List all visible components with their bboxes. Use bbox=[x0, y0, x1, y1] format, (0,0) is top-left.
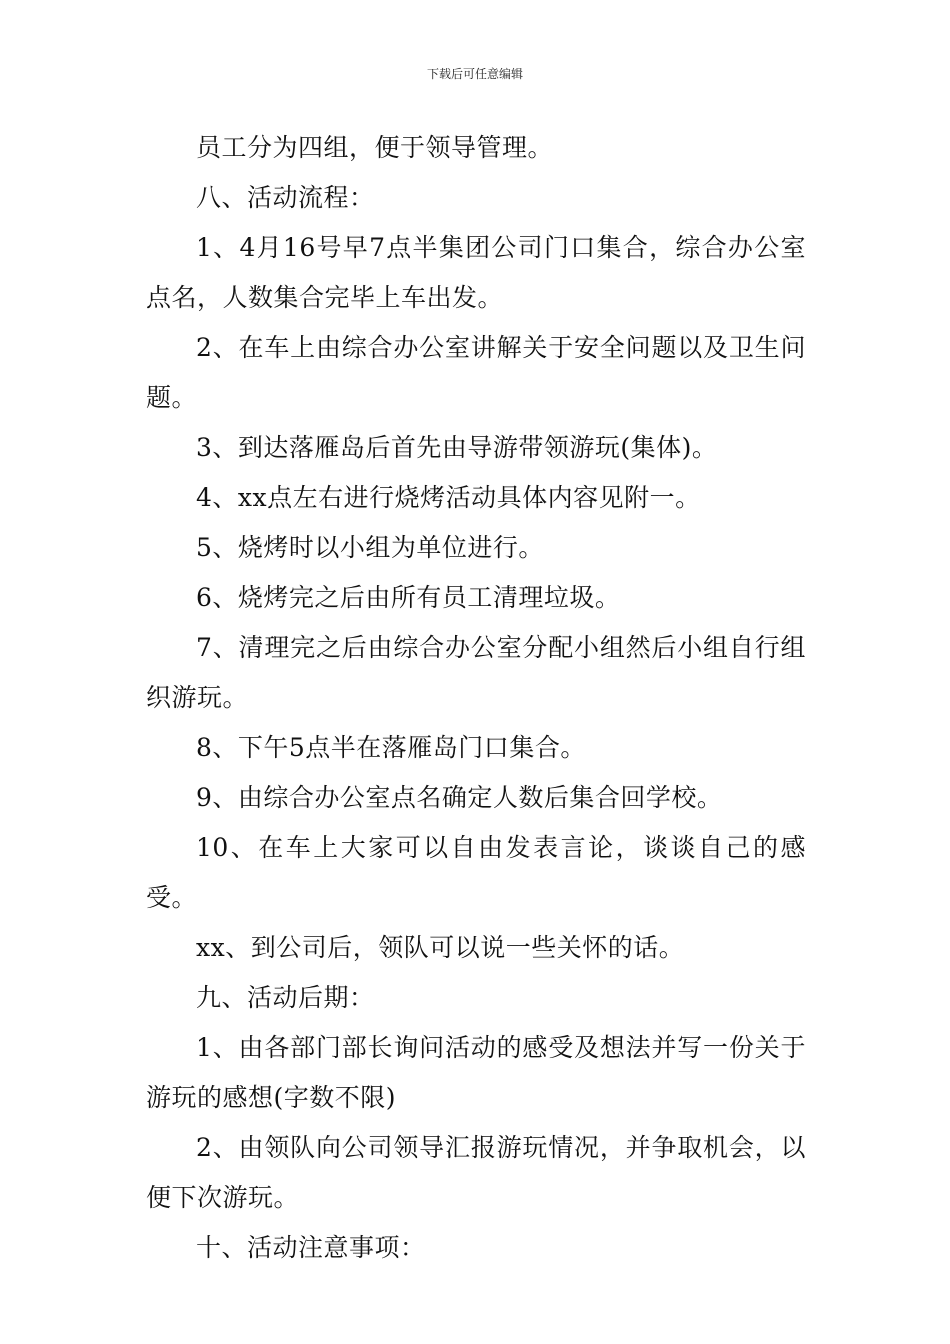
section-heading: 九、活动后期： bbox=[196, 983, 375, 1012]
paragraph: 4、xx点左右进行烧烤活动具体内容见附一。 bbox=[196, 483, 701, 512]
paragraph: 员工分为四组，便于领导管理。 bbox=[196, 133, 554, 162]
paragraph: 3、到达落雁岛后首先由导游带领游玩(集体)。 bbox=[196, 433, 718, 462]
paragraph: 2、在车上由综合办公室讲解关于安全问题以及卫生问题。 bbox=[146, 333, 806, 412]
paragraph: 9、由综合办公室点名确定人数后集合回学校。 bbox=[196, 783, 723, 812]
paragraph: 1、4月16号早7点半集团公司门口集合，综合办公室点名，人数集合完毕上车出发。 bbox=[146, 233, 806, 312]
section-heading: 十、活动注意事项： bbox=[196, 1233, 426, 1262]
section-heading: 八、活动流程： bbox=[196, 183, 375, 212]
paragraph: 6、烧烤完之后由所有员工清理垃圾。 bbox=[196, 583, 621, 612]
paragraph: 8、下午5点半在落雁岛门口集合。 bbox=[196, 733, 586, 762]
paragraph: 1、由各部门部长询问活动的感受及想法并写一份关于游玩的感想(字数不限) bbox=[146, 1033, 806, 1112]
paragraph: 10、在车上大家可以自由发表言论，谈谈自己的感受。 bbox=[146, 833, 806, 912]
paragraph: 5、烧烤时以小组为单位进行。 bbox=[196, 533, 544, 562]
page-header: 下载后可任意编辑 bbox=[426, 67, 523, 81]
paragraph: xx、到公司后，领队可以说一些关怀的话。 bbox=[196, 933, 685, 962]
paragraph: 7、清理完之后由综合办公室分配小组然后小组自行组织游玩。 bbox=[146, 633, 806, 712]
paragraph: 2、由领队向公司领导汇报游玩情况，并争取机会，以便下次游玩。 bbox=[146, 1133, 806, 1212]
document-body bbox=[146, 123, 806, 1273]
